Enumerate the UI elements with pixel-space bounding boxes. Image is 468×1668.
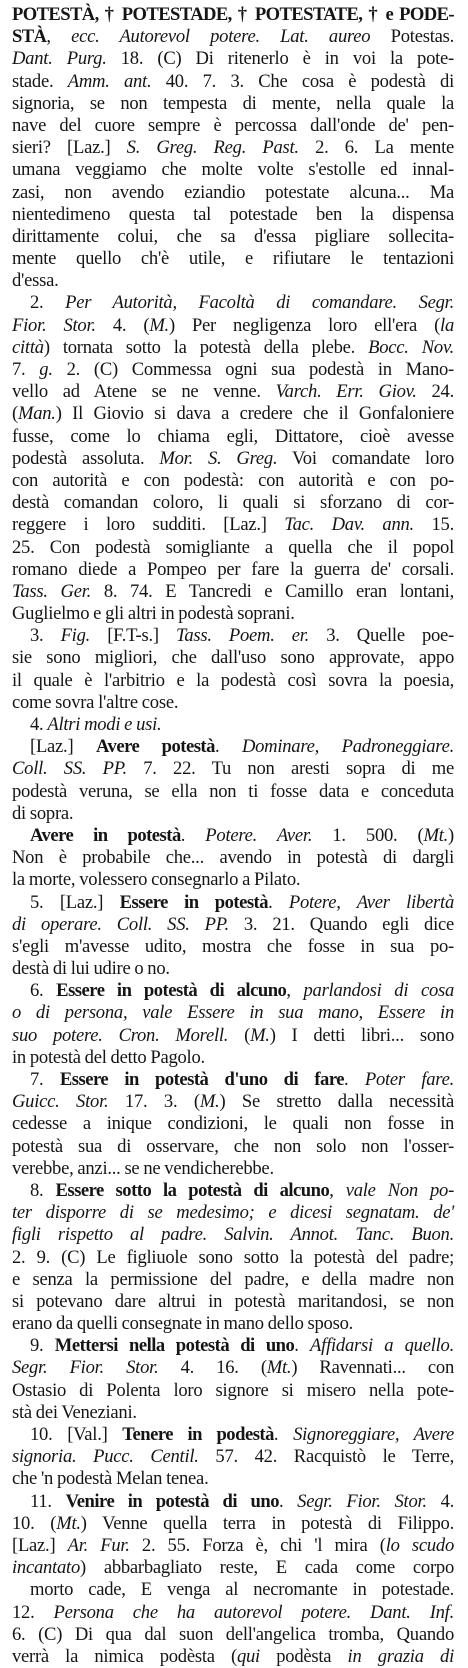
italic-text: Bocc. Nov. bbox=[368, 336, 454, 358]
dictionary-entry bbox=[12, 0, 454, 1668]
text-line bbox=[12, 692, 454, 714]
text-span: mente quello ch'è utile, e rifiutare le tentazioni bbox=[12, 248, 454, 270]
text-span: d'essa. bbox=[12, 270, 59, 292]
text-span: . bbox=[273, 1424, 294, 1445]
text-line bbox=[12, 93, 454, 115]
text-line bbox=[12, 1247, 454, 1269]
text-span: 3. Quelle poe- bbox=[309, 625, 454, 647]
text-line bbox=[12, 758, 454, 780]
text-span: ) abbarbagliato reste, E cada come corpo bbox=[80, 1557, 454, 1579]
text-span: . bbox=[279, 1490, 298, 1512]
text-span: ) Ravennati... con bbox=[291, 1357, 455, 1379]
text-span: . bbox=[268, 891, 289, 913]
text-span: 1. 500. ( bbox=[312, 824, 424, 846]
text-span: 40. 7. 3. Che cosa è podestà di bbox=[151, 70, 455, 92]
text-span: 11. bbox=[30, 1490, 66, 1512]
text-span: verrà la nimica podèsta ( bbox=[12, 1645, 237, 1667]
text-span: 2. 9. (C) Le figliuole sono sotto la potestà del padre; bbox=[12, 1246, 454, 1268]
italic-text: Segr. Fior. Stor. bbox=[12, 1357, 159, 1379]
text-span: reggere i loro sudditi. [Laz.] bbox=[12, 514, 285, 536]
text-line bbox=[12, 381, 454, 403]
text-line bbox=[12, 1269, 454, 1291]
text-span: Non è probabile che... avendo in potestà di dargli bbox=[12, 847, 454, 869]
text-span: podestà veruna, se ella non ti fosse data e conceduta bbox=[12, 780, 454, 802]
text-span: 6. bbox=[30, 980, 57, 1002]
text-line bbox=[12, 1402, 454, 1424]
text-line bbox=[12, 1357, 454, 1379]
text-span: si potevano dare altrui in potestà maritandosi, se non bbox=[12, 1290, 454, 1312]
text-line bbox=[12, 4, 454, 26]
text-line bbox=[12, 1224, 454, 1246]
italic-text: g. bbox=[39, 359, 53, 380]
italic-text: la bbox=[440, 314, 455, 336]
text-span: ) Se stretto dalla necessità bbox=[219, 1091, 454, 1113]
text-line bbox=[12, 1002, 454, 1024]
text-span: 3. 21. Quando egli dice bbox=[228, 913, 454, 935]
text-line bbox=[12, 603, 454, 625]
italic-text: S. Greg. Reg. Past. bbox=[126, 137, 299, 159]
text-line bbox=[12, 936, 454, 958]
text-line bbox=[12, 270, 454, 292]
text-span: , bbox=[46, 26, 72, 48]
italic-text: M. bbox=[199, 1091, 220, 1113]
italic-text: Mt. bbox=[56, 1512, 81, 1534]
text-span: sie sono migliori, che dall'uso sono approvate, appo bbox=[12, 647, 454, 669]
text-line bbox=[12, 581, 454, 603]
text-span: signoria, se non tempesta di mente, nella quale la bbox=[12, 92, 454, 114]
text-span: 6. (C) Di qua dal suon dell'angelica tromba, Quando bbox=[12, 1623, 454, 1645]
italic-text: Man. bbox=[17, 403, 56, 425]
text-line bbox=[12, 1624, 454, 1646]
text-span: [Laz.] bbox=[30, 736, 96, 758]
italic-text: M. bbox=[250, 1024, 270, 1046]
text-span: 17. 3. ( bbox=[108, 1091, 200, 1113]
text-line bbox=[12, 448, 454, 470]
text-line bbox=[12, 182, 454, 204]
text-span: ) Venne quella terra in potestà di Filippo. bbox=[80, 1512, 454, 1534]
text-line bbox=[12, 847, 454, 869]
italic-text: Potere, Aver libertà bbox=[288, 891, 454, 913]
text-span: 2. bbox=[30, 292, 66, 314]
italic-text: qui bbox=[236, 1645, 260, 1667]
text-span: in potestà del detto Pagolo. bbox=[12, 1046, 205, 1068]
italic-text: Ar. Fur. bbox=[67, 1534, 130, 1556]
italic-text: lo scudo bbox=[385, 1534, 454, 1556]
text-span: 4. 16. ( bbox=[158, 1357, 267, 1379]
text-span: 12. bbox=[12, 1601, 54, 1623]
text-line bbox=[12, 736, 454, 758]
italic-text: Mt. bbox=[266, 1357, 292, 1379]
text-span: che 'n podestà Melan tenea. bbox=[12, 1468, 209, 1490]
italic-text: M. bbox=[149, 314, 169, 336]
text-span: 3. bbox=[30, 625, 61, 647]
italic-text: Coll. SS. PP. bbox=[12, 758, 127, 780]
italic-text: città bbox=[12, 336, 44, 358]
text-line bbox=[12, 514, 454, 536]
text-span: ) Per negligenza loro ell'era ( bbox=[168, 314, 441, 336]
italic-text: vale Non po- bbox=[345, 1179, 455, 1201]
text-span: stade. bbox=[12, 70, 68, 92]
italic-text: Affidarsi a quello. bbox=[310, 1335, 454, 1357]
text-span: 24. bbox=[416, 381, 455, 403]
italic-text: Segr. Fior. Stor. bbox=[297, 1490, 427, 1512]
text-line bbox=[12, 803, 454, 825]
text-span: ) I detti libri... sono bbox=[269, 1024, 454, 1046]
italic-text: Altri modi e usi. bbox=[47, 714, 162, 735]
italic-text: o di persona, vale Essere in sua mano, Essere in bbox=[12, 1002, 454, 1024]
sub-entry-phrase: Avere potestà bbox=[96, 736, 215, 758]
text-span: ) tornata sotto la potestà della plebe. bbox=[43, 336, 369, 358]
headword: STÀ bbox=[12, 26, 47, 48]
text-line bbox=[12, 892, 454, 914]
text-span: ( bbox=[12, 403, 18, 425]
italic-text: Dant. Purg. bbox=[12, 48, 107, 70]
italic-text: Varch. Err. Giov. bbox=[275, 381, 417, 403]
italic-text: in grazia di bbox=[347, 1645, 454, 1667]
sub-entry-phrase: Mettersi nella potestà di uno bbox=[54, 1335, 295, 1357]
text-line bbox=[12, 1468, 454, 1490]
text-line bbox=[12, 1602, 454, 1624]
text-span: destà comandan coloro, li quali si sforzano di cor- bbox=[12, 492, 454, 514]
text-span: ) Il Giovio si dava a credere che il Gonfaloniere bbox=[55, 403, 454, 425]
text-span: 9. bbox=[30, 1335, 55, 1357]
text-span: Guglielmo e gli altri in podestà soprani. bbox=[12, 603, 295, 625]
text-span: 5. [Laz.] bbox=[30, 891, 120, 913]
italic-text: Mt. bbox=[423, 824, 449, 846]
text-line bbox=[12, 537, 454, 559]
sub-entry-phrase: Essere in potestà di alcuno bbox=[56, 980, 287, 1002]
text-line bbox=[12, 869, 454, 891]
italic-text: Persona che ha autorevol potere. Dant. Inf. bbox=[53, 1601, 455, 1623]
text-span: 18. (C) Di ritenerlo è in voi la pote- bbox=[106, 48, 454, 70]
text-span: [Laz.] bbox=[12, 1534, 68, 1556]
italic-text: figli rispetto al padre. Salvin. Annot. Tanc. Buon. bbox=[12, 1224, 454, 1246]
text-span: . bbox=[344, 1069, 365, 1090]
text-line bbox=[12, 1491, 454, 1513]
italic-text: Poter fare. bbox=[364, 1069, 454, 1090]
text-span: come sovra l'altre cose. bbox=[12, 691, 179, 713]
text-line bbox=[12, 1446, 454, 1468]
text-span: 7. 22. Tu non aresti sopra di me bbox=[126, 758, 454, 780]
text-span: 2. 6. La mente bbox=[298, 137, 454, 159]
text-line bbox=[12, 204, 454, 226]
italic-text: di operare. Coll. SS. PP. bbox=[12, 913, 229, 935]
italic-text: incantato bbox=[12, 1557, 80, 1579]
text-span: umana veggiamo che molte volte s'estolle ed innal- bbox=[12, 159, 454, 181]
text-span: 4. bbox=[30, 714, 48, 735]
text-span: [F.T-s.] bbox=[90, 625, 176, 647]
text-span: Ostasio di Polenta loro signore si misero nella pote- bbox=[12, 1379, 454, 1401]
text-line bbox=[12, 48, 454, 70]
italic-text: Signoreggiare, Avere bbox=[293, 1424, 454, 1445]
text-span: Voi comandate loro bbox=[277, 447, 454, 469]
text-line bbox=[12, 292, 454, 314]
italic-text: Amm. ant. bbox=[67, 70, 152, 92]
text-span: 2. (C) Commessa ogni sua podestà in Mano- bbox=[52, 359, 455, 380]
text-span: 10. [Val.] bbox=[30, 1424, 123, 1445]
text-line bbox=[12, 159, 454, 181]
italic-text: Mor. S. Greg. bbox=[159, 447, 278, 469]
text-line bbox=[12, 1291, 454, 1313]
italic-text: ter disporre di se medesimo; e dicesi segnatam. de' bbox=[12, 1202, 454, 1224]
text-line bbox=[12, 670, 454, 692]
text-line bbox=[12, 781, 454, 803]
sub-entry-phrase: Essere in potestà bbox=[119, 891, 269, 913]
text-span: ( bbox=[228, 1024, 251, 1046]
text-line bbox=[12, 559, 454, 581]
text-span: dirittamente colui, che sa d'essa pigliare sollecita- bbox=[12, 225, 454, 247]
text-span: potestà sua di osservare, che non solo non l'osser- bbox=[12, 1135, 454, 1157]
text-line bbox=[12, 1025, 454, 1047]
text-span: 8. bbox=[30, 1179, 56, 1201]
text-span: fusse, come lo chiama egli, Dittatore, cioè avesse bbox=[12, 425, 454, 447]
text-line bbox=[12, 115, 454, 137]
text-line bbox=[12, 714, 454, 736]
text-line bbox=[12, 1136, 454, 1158]
text-line bbox=[12, 1069, 454, 1091]
text-line bbox=[12, 647, 454, 669]
italic-text: signoria. Pucc. Centil. bbox=[12, 1446, 199, 1468]
text-line bbox=[12, 226, 454, 248]
sub-entry-phrase: Essere in potestà d'uno di fare bbox=[59, 1069, 345, 1090]
text-span: zasi, non avendo eziandio potestate alcuna... Ma bbox=[12, 181, 454, 203]
headword: POTESTÀ, † POTESTADE, † POTESTATE, † e PODE- bbox=[12, 4, 454, 25]
sub-entry-phrase: Venire in potestà di uno bbox=[65, 1490, 280, 1512]
text-line bbox=[12, 1113, 454, 1135]
text-span: il quale è l'arbitrio e la podestà così sovra la poesia, bbox=[12, 669, 454, 691]
text-line bbox=[12, 1313, 454, 1335]
text-line bbox=[12, 426, 454, 448]
text-line bbox=[12, 1557, 454, 1579]
text-line bbox=[12, 26, 454, 48]
sub-entry-phrase: Avere in potestà bbox=[30, 824, 181, 846]
text-line bbox=[12, 248, 454, 270]
text-line bbox=[12, 825, 454, 847]
text-span: 7. bbox=[12, 359, 40, 380]
text-span: nientedimeno questa tal potestade ben la dispensa bbox=[12, 203, 454, 225]
italic-text: suo potere. Cron. Morell. bbox=[12, 1024, 229, 1046]
text-span: . bbox=[294, 1335, 311, 1357]
italic-text: Tac. Dav. ann. bbox=[284, 514, 414, 536]
italic-text: Tass. Poem. er. bbox=[175, 625, 310, 647]
text-line bbox=[12, 1335, 454, 1357]
sub-entry-phrase: Tenere in podestà bbox=[122, 1424, 274, 1445]
text-span: 2. 55. Forza è, chi 'l mira ( bbox=[129, 1534, 386, 1556]
text-span: di sopra. bbox=[12, 802, 74, 824]
text-span: morto cade, E venga al necromante in potestade. bbox=[30, 1579, 454, 1601]
italic-text: ecc. Autorevol potere. Lat. aureo bbox=[71, 26, 371, 48]
text-span: erano da quelli consegnate in mano dello sposo. bbox=[12, 1313, 354, 1335]
text-span: podestà assoluta. bbox=[12, 447, 160, 469]
text-line bbox=[12, 337, 454, 359]
text-span: ) bbox=[448, 824, 454, 846]
text-line bbox=[12, 1380, 454, 1402]
text-line bbox=[12, 958, 454, 980]
text-span: la morte, volessero consegnarlo a Pilato. bbox=[12, 869, 301, 891]
text-line bbox=[12, 315, 454, 337]
text-line bbox=[12, 1579, 454, 1601]
italic-text: Guicc. Stor. bbox=[12, 1091, 109, 1113]
text-line bbox=[12, 71, 454, 93]
text-span: 4. ( bbox=[95, 314, 150, 336]
text-span: sieri? [Laz.] bbox=[12, 137, 127, 159]
italic-text: Per Autorità, Facoltà di comandare. Segr. bbox=[65, 292, 455, 314]
text-line bbox=[12, 1513, 454, 1535]
text-span: verebbe, anzi... se ne vendicherebbe. bbox=[12, 1157, 274, 1179]
text-line bbox=[12, 1535, 454, 1557]
text-line bbox=[12, 1047, 454, 1069]
text-line bbox=[12, 1091, 454, 1113]
text-span: 57. 42. Racquistò le Terre, bbox=[198, 1446, 454, 1468]
text-span: 10. ( bbox=[12, 1512, 57, 1534]
text-line bbox=[12, 625, 454, 647]
text-line bbox=[12, 1158, 454, 1180]
text-span: 15. bbox=[413, 514, 455, 536]
text-span: con autorità e con podestà: con autorità e con po- bbox=[12, 469, 454, 491]
text-line bbox=[12, 914, 454, 936]
italic-text: Tass. Ger. bbox=[12, 580, 92, 602]
text-line bbox=[12, 1424, 454, 1446]
text-span: podèsta bbox=[259, 1645, 348, 1667]
text-span: 7. bbox=[30, 1069, 60, 1090]
text-line bbox=[12, 403, 454, 425]
text-span: stà dei Veneziani. bbox=[12, 1401, 137, 1423]
text-span: e senza la permissione del padre, e della madre non bbox=[12, 1268, 454, 1290]
text-line bbox=[12, 1180, 454, 1202]
text-span: , bbox=[329, 1179, 346, 1201]
text-line bbox=[12, 1646, 454, 1668]
text-span: destà di lui udire o no. bbox=[12, 958, 170, 980]
text-span: . bbox=[180, 824, 206, 846]
text-span: 25. Con podestà somigliante a quella che il popol bbox=[12, 536, 454, 558]
text-span: romano diede a Pompeo per fare la guerra de' corsali. bbox=[12, 558, 454, 580]
text-line bbox=[12, 980, 454, 1002]
text-span: 4. bbox=[426, 1490, 455, 1512]
italic-text: Fig. bbox=[60, 625, 91, 647]
italic-text: Fior. Stor. bbox=[12, 314, 96, 336]
text-line bbox=[12, 137, 454, 159]
italic-text: Dominare, Padroneggiare. bbox=[241, 736, 454, 758]
text-line bbox=[12, 470, 454, 492]
text-span: . bbox=[214, 736, 242, 758]
text-span: s'egli m'avesse udito, mostra che fosse in sua po- bbox=[12, 935, 454, 957]
text-span: vello ad Atene se ne venne. bbox=[12, 381, 276, 403]
text-span: 8. 74. E Tancredi e Camillo eran lontani, bbox=[91, 580, 454, 602]
text-span: , bbox=[286, 980, 304, 1002]
italic-text: Potere. Aver. bbox=[205, 824, 313, 846]
text-line bbox=[12, 1202, 454, 1224]
text-span: nave del cuore sempre è percossa dall'onde de' pen- bbox=[12, 114, 454, 136]
italic-text: parlandosi di cosa bbox=[303, 980, 455, 1002]
text-line bbox=[12, 492, 454, 514]
text-span: Potestas. bbox=[370, 26, 454, 48]
text-span: cedesse a inique condizioni, le quali non fosse in bbox=[12, 1113, 454, 1135]
text-line bbox=[12, 359, 454, 381]
sub-entry-phrase: Essere sotto la potestà di alcuno bbox=[55, 1179, 330, 1201]
